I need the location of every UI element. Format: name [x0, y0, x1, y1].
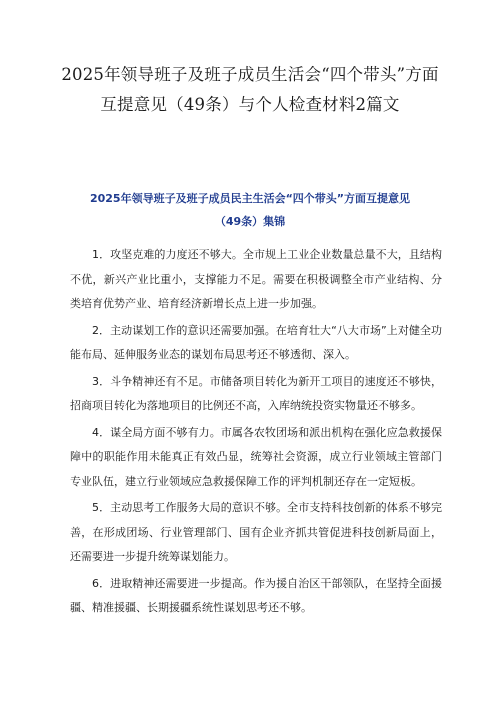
- list-item: 2．主动谋划工作的意识还需要加强。在培育壮大“八大市场”上对健全功能布局、延伸服务业态的谋划布局思考还不够透彻、深入。: [70, 323, 442, 361]
- section-heading-line1: 2025年领导班子及班子成员民主生活会“四个带头”方面互提意见: [89, 192, 411, 205]
- list-item: 6．进取精神还需要进一步提高。作为援自治区干部领队，在坚持全面援疆、精准援疆、长期援疆系统性谋划思考还不够。: [70, 576, 442, 614]
- list-item: 4．谋全局方面不够有力。市属各农牧团场和派出机构在强化应急救援保障中的职能作用未能真正有效凸显，统筹社会资源，成立行业领域主管部门专业队伍，建立行业领域应急救援保障工作的评判机制还存在一定短板。: [70, 425, 442, 488]
- document-title-line1: 2025年领导班子及班子成员生活会“四个带头”方面: [61, 65, 439, 84]
- document-title: [40, 60, 460, 120]
- list-item: 3．斗争精神还有不足。市储备项目转化为新开工项目的速度还不够快，招商项目转化为落地项目的比例还不高，入库纳统投资实物量还不够多。: [70, 374, 442, 412]
- list-item: 1．攻坚克难的力度还不够大。全市规上工业企业数量总量不大，且结构不优，新兴产业比重小，支撑能力不足。需要在积极调整全市产业结构、分类培育优势产业、培育经济新增长点上进一步加强。: [70, 248, 442, 310]
- body-text: [70, 243, 442, 623]
- section-heading: [40, 187, 460, 233]
- section-heading-line2: （49条）集锦: [214, 215, 286, 228]
- list-item: 5．主动思考工作服务大局的意识不够。全市支持科技创新的体系不够完善，在形成团场、行业管理部门、国有企业齐抓共管促进科技创新局面上，还需要进一步提升统筹谋划能力。: [70, 501, 442, 563]
- document-title-line2: 互提意见（49条）与个人检查材料2篇文: [100, 95, 400, 114]
